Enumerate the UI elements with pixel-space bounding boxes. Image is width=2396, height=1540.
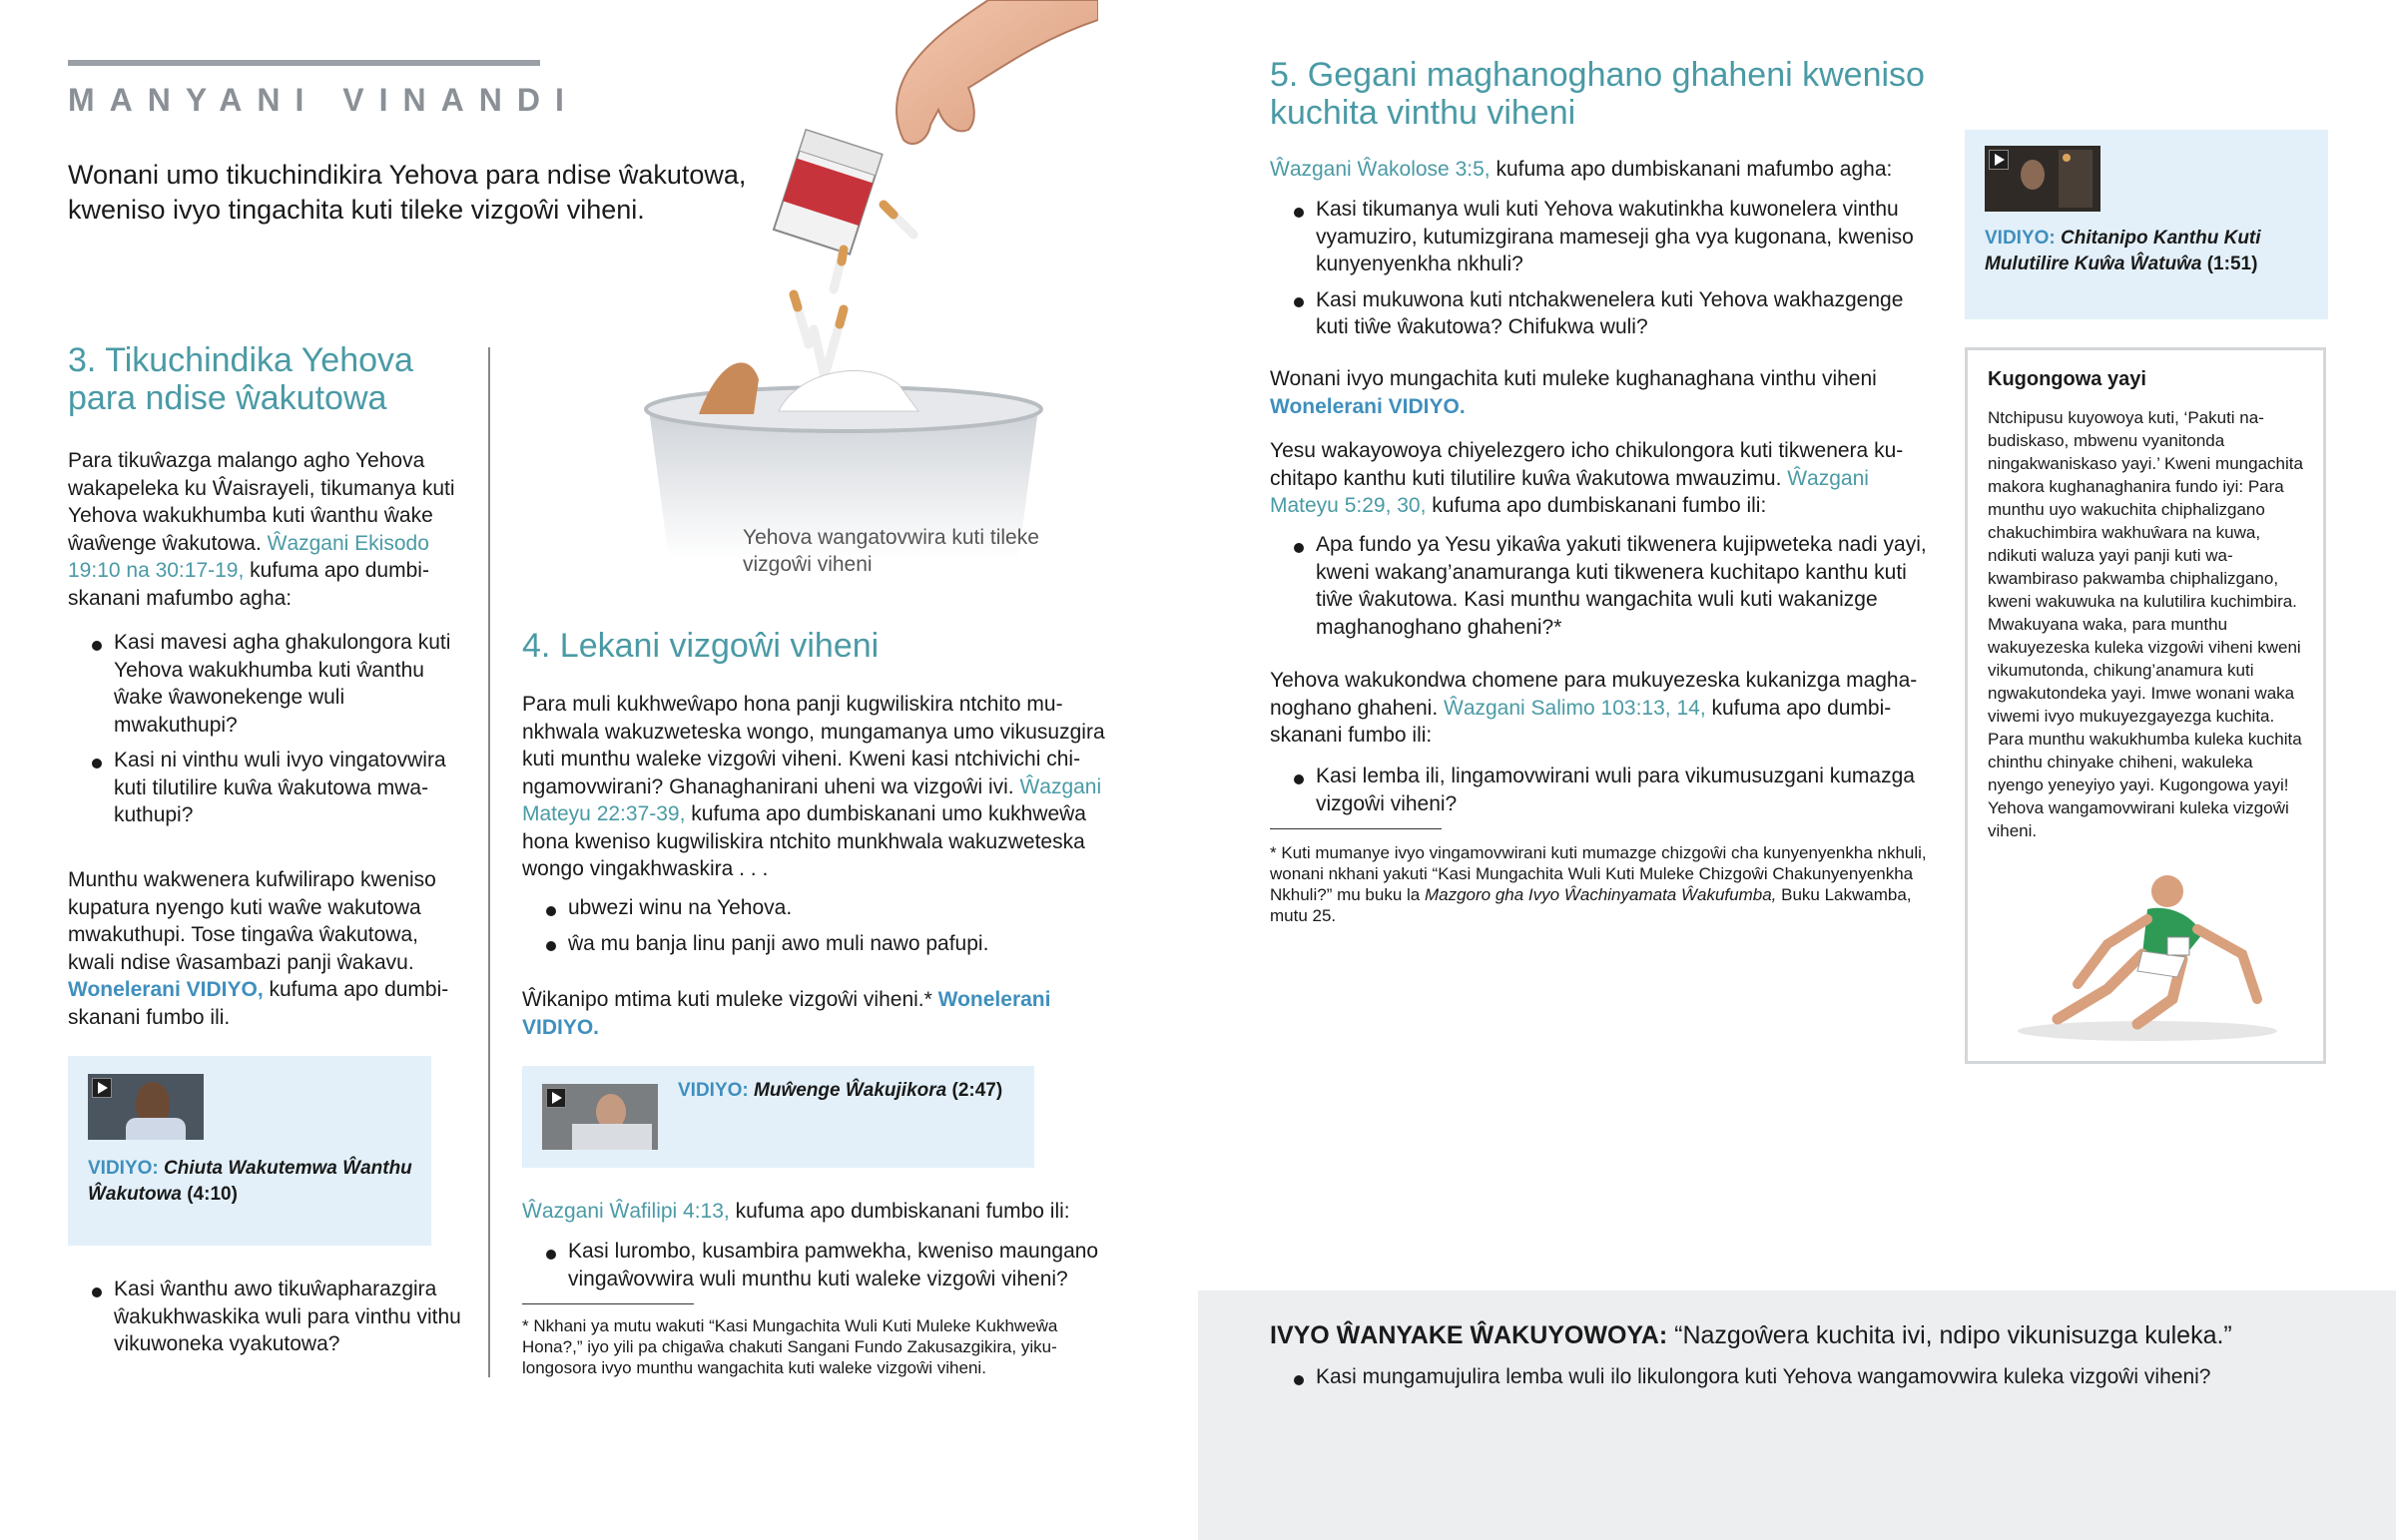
video-thumbnail[interactable] xyxy=(88,1074,204,1140)
footnote-rule xyxy=(522,1303,694,1304)
section-3-para-2 xyxy=(68,866,467,1031)
section-3-heading: 3. Tikuchindika Yehova para ndise ŵakutowa xyxy=(68,341,413,417)
scripture-link-mateyu-22[interactable]: Ŵazgani Mateyu 22:37-39, xyxy=(522,774,1102,825)
section-4-list xyxy=(522,894,1121,957)
watch-video-link[interactable]: Wonelerani VIDIYO, xyxy=(68,978,264,1001)
play-icon[interactable] xyxy=(546,1088,566,1108)
play-icon[interactable] xyxy=(1989,150,2009,170)
list-item: Apa fundo ya Yesu yikaŵa yakuti tikwenera kujipweteka nadi yayi, kweni wakang’anamuranga kuti tikwenera kuchitapo kanthu kuti tiŵe ŵakutowa. Kasi munthu wangachita wuli kuti wakanizge maghanoghano ghaheni?* xyxy=(1270,531,1929,641)
section-4-para-1-tail: kufuma apo dumbiskanani umo kukhweŵa hona kweniso kugwiliskira ntchito munkhwala wakuzweteska wongo vingakhwaskira . . . xyxy=(522,802,1086,880)
section-5-para-4 xyxy=(1270,667,1929,750)
intro-text: Wonani umo tikuchindikira Yehova para ndise ŵakutowa, kweniso ivyo tingachita kuti tileke vizgoŵi viheni. xyxy=(68,160,747,225)
bottom-heading xyxy=(1270,1319,2368,1351)
section-5-para-4-tail: kufuma apo dumbiskanani fumbo ili: xyxy=(1270,696,1892,747)
scripture-link-mateyu-5[interactable]: Ŵazgani Mateyu 5:29, 30, xyxy=(1270,466,1869,517)
list-item: Kasi lemba ili, lingamovwirani wuli para vikumusuzgani kumazga vizgoŵi viheni? xyxy=(1270,763,1929,817)
footnote-book-title: Mazgoro gha Ivyo Ŵachinyamata Ŵakufumba, xyxy=(1424,885,1777,904)
video-label-key: VIDIYO: xyxy=(678,1080,749,1101)
section-5-heading: 5. Gegani maghanoghano ghaheni kweniso kuchita vinthu viheni xyxy=(1270,56,1925,132)
section-5-para-3-text: Yesu wakayowoya chiyelezgero icho chikulongora kuti tikwenera kuchitapo kanthu kuti tilutilire kuŵa ŵakutowa mwauzimu. xyxy=(1270,439,1904,490)
section-3-questions-2 xyxy=(68,1276,467,1358)
video-card-chitanipo[interactable] xyxy=(1965,130,2328,319)
bottom-quote: “Nazgoŵera kuchita ivi, ndipo vikunisuzga kuleka.” xyxy=(1667,1321,2232,1349)
section-4-para-2 xyxy=(522,986,1121,1041)
header-rule xyxy=(68,60,540,66)
section-3-para-2-text: Munthu wakwenera kufwilirapo kweniso kupatura nyengo kuti waŵe wakutowa mwakuthupi. Tose tingaŵa ŵakutowa, kwali ndise ŵasambazi panji ŵakavu. xyxy=(68,868,436,974)
video-title: Chitanipo Kanthu Kuti Mulutilire Kuŵa Ŵatuŵa xyxy=(1985,228,2261,274)
video-duration: (4:10) xyxy=(187,1184,238,1205)
video-label-key: VIDIYO: xyxy=(1985,228,2056,249)
footnote-rule xyxy=(1270,828,1442,829)
page-kicker: MANYANI VINANDI xyxy=(68,82,579,118)
footnote-tail: Buku Lakwamba, mutu 25. xyxy=(1270,885,1912,925)
video-title: Chiuta Wakutemwa Ŵanthu Ŵakutowa xyxy=(88,1158,412,1205)
video-card-jikora[interactable] xyxy=(522,1066,1034,1168)
scripture-link-kolose[interactable]: Ŵazgani Ŵakolose 3:5, xyxy=(1270,158,1491,181)
section-4-questions xyxy=(522,1238,1121,1292)
section-5-questions xyxy=(1270,196,1929,341)
video-label-key: VIDIYO: xyxy=(88,1158,159,1179)
section-3-questions xyxy=(68,629,467,829)
list-item: Kasi mavesi agha ghakulongora kuti Yehova wakukhumba kuti ŵanthu ŵake ŵawonekenge wuli mwakuthupi? xyxy=(68,629,467,739)
section-5-footnote xyxy=(1270,842,1929,926)
bottom-questions xyxy=(1270,1363,2368,1391)
section-4-para-3-tail: kufuma apo dumbiskanani fumbo ili: xyxy=(729,1200,1070,1223)
section-3-para-1-text: Para tikuŵazga malango agho Yehova wakapeleka ku Ŵaisrayeli, tikumanya kuti Yehova wakukhumba kuti ŵanthu ŵake ŵaŵenge ŵakutowa. xyxy=(68,449,455,555)
section-5-para-1 xyxy=(1270,156,1929,184)
video-label xyxy=(678,1078,1027,1104)
section-4-para-2-text: Ŵikanipo mtima kuti muleke vizgoŵi viheni.* xyxy=(522,988,938,1011)
video-thumbnail[interactable] xyxy=(542,1084,658,1150)
video-label xyxy=(88,1156,417,1208)
list-item: ubwezi winu na Yehova. xyxy=(522,894,1121,922)
footnote-text: * Kuti mumanye ivyo vingamovwirani kuti mumazge chizgoŵi cha kunyenyenkha nkhuli, wonani nkhani yakuti “Kasi Mungachita Wuli Kuti Muleke Chizgoŵi Chakunyenyenkha Nkhuli?” mu buku la xyxy=(1270,843,1927,904)
list-item: Kasi tikumanya wuli kuti Yehova wakutinkha kuwonelera vinthu vyamuziro, kutumizgirana mameseji gha vya kugonana, kweniso kunyenyenkha nkhuli? xyxy=(1270,196,1929,278)
scripture-link-salimo[interactable]: Ŵazgani Salimo 103:13, 14, xyxy=(1444,696,1706,720)
sidebar-box-title: Kugongowa yayi xyxy=(1988,368,2146,390)
sidebar-box-text: Ntchipusu kuyowoya kuti, ‘Pakuti nabudiskaso, mbwenu vyanitonda ningakwaniskaso yayi.’ Kweni mungachita makora kughanaghanira fundo iyi: Para munthu uyo wakuchita chiphalizgano chakuchimbira wakhuŵara na kuwa, ndikuti waluza yayi panji kuti wakwambiraso pakwamba chiphalizgano, kweni wakuwuka na kulutilira kuchimbira. Mwakuyana waka, para munthu wakuyezeska kuleka vizgoŵi viheni kweni vikumutonda, chikung’anamura kuti ngwakutondeka yayi. Imwe wonani waka viwemi ivyo mukuyezgayezga kuchita. Para munthu wakukhumba kuleka kuchita chinthu chinyake chiheni, wakuleka nyengo yeneyiyo yayi. Kugongowa yayi! Yehova wangamovwirani kuleka vizgoŵi viheni. xyxy=(1988,408,2303,840)
illustration-caption: Yehova wangatovwira kuti tileke vizgoŵi viheni xyxy=(743,526,1039,576)
section-4-para-1-text: Para muli kukhweŵapo hona panji kugwiliskira ntchito munkhwala wakuzweteska wongo, mungamanya umo vikusuzgira kuti munthu waleke vizgoŵi viheni. Kweni kasi ntchivichi chingamovwirani? Ghanaghanirani uheni wa vizgoŵi ivi. xyxy=(522,693,1105,798)
video-label xyxy=(1985,226,2314,277)
hand-shape xyxy=(897,0,1098,144)
section-5-para-2-text: Wonani ivyo mungachita kuti muleke kughanaghana vinthu viheni xyxy=(1270,367,1877,390)
list-item: Kasi mungamujulira lemba wuli ilo likulongora kuti Yehova wangamovwira kuleka vizgoŵi viheni? xyxy=(1270,1363,2368,1391)
section-4-footnote: * Nkhani ya mutu wakuti “Kasi Mungachita Wuli Kuti Muleke Kukhweŵa Hona?,” iyo yili pa chigaŵa chakuti Sangani Fundo Zakusazgikira, yikulongosora ivyo munthu wangachita kuti waleke vizgoŵi viheni. xyxy=(522,1316,1058,1377)
list-item: ŵa mu banja linu panji awo muli nawo pafupi. xyxy=(522,930,1121,958)
runner-illustration xyxy=(1998,859,2297,1049)
watch-video-link[interactable]: Wonelerani VIDIYO. xyxy=(1270,394,1466,418)
section-3-para-1-tail: kufuma apo dumbiskanani mafumbo agha: xyxy=(68,559,429,610)
section-5-para-1-tail: kufuma apo dumbiskanani mafumbo agha: xyxy=(1490,158,1893,181)
section-5-para-3-tail: kufuma apo dumbiskanani fumbo ili: xyxy=(1426,494,1767,517)
cigarette-pack xyxy=(774,130,883,255)
watch-video-link[interactable]: Wonelerani VIDIYO. xyxy=(522,988,1051,1039)
list-item: Kasi ŵanthu awo tikuŵapharazgira ŵakukhwaskika wuli para vinthu vithu vikuwoneka vyakutowa? xyxy=(68,1276,467,1358)
section-4-heading: 4. Lekani vizgoŵi viheni xyxy=(522,627,880,665)
video-duration: (2:47) xyxy=(951,1080,1003,1101)
section-4-para-1 xyxy=(522,691,1121,883)
video-duration: (1:51) xyxy=(2206,254,2258,274)
section-3-para-1 xyxy=(68,447,467,612)
section-5-questions-2 xyxy=(1270,531,1929,641)
list-item: Kasi mukuwona kuti ntchakwenelera kuti Yehova wakhazgenge kuti tiŵe ŵakutowa? Chifukwa wuli? xyxy=(1270,286,1929,341)
video-title: Muŵenge Ŵakujikora xyxy=(754,1080,947,1101)
bottom-heading-key: IVYO ŴANYAKE ŴAKUYOWOYA: xyxy=(1270,1321,1668,1349)
list-item: Kasi ni vinthu wuli ivyo vingatovwira kuti tilutilire kuŵa ŵakutowa mwakuthupi? xyxy=(68,747,467,829)
column-divider xyxy=(488,347,490,1377)
video-card-chiuta[interactable] xyxy=(68,1056,431,1246)
play-icon[interactable] xyxy=(92,1078,112,1098)
section-5-para-2 xyxy=(1270,365,1929,420)
sidebar-box xyxy=(1965,347,2326,1064)
video-thumbnail[interactable] xyxy=(1985,146,2100,212)
section-4-para-3 xyxy=(522,1198,1121,1226)
section-5-para-4-text: Yehova wakukondwa chomene para mukuyezeska kukanizga maghanoghano ghaheni. xyxy=(1270,669,1918,720)
section-5-questions-3 xyxy=(1270,763,1929,817)
trash-illustration xyxy=(639,0,1098,559)
scripture-link-exodus[interactable]: Ŵazgani Ekisodo 19:10 na 30:17-19, xyxy=(68,531,429,582)
section-3-para-2-tail: kufuma apo dumbiskanani fumbo ili. xyxy=(68,978,449,1029)
list-item: Kasi lurombo, kusambira pamwekha, kweniso maungano vingaŵovwira wuli munthu kuti waleke vizgoŵi viheni? xyxy=(522,1238,1121,1292)
section-5-para-3 xyxy=(1270,437,1929,520)
scripture-link-filipi[interactable]: Ŵazgani Ŵafilipi 4:13, xyxy=(522,1200,730,1223)
